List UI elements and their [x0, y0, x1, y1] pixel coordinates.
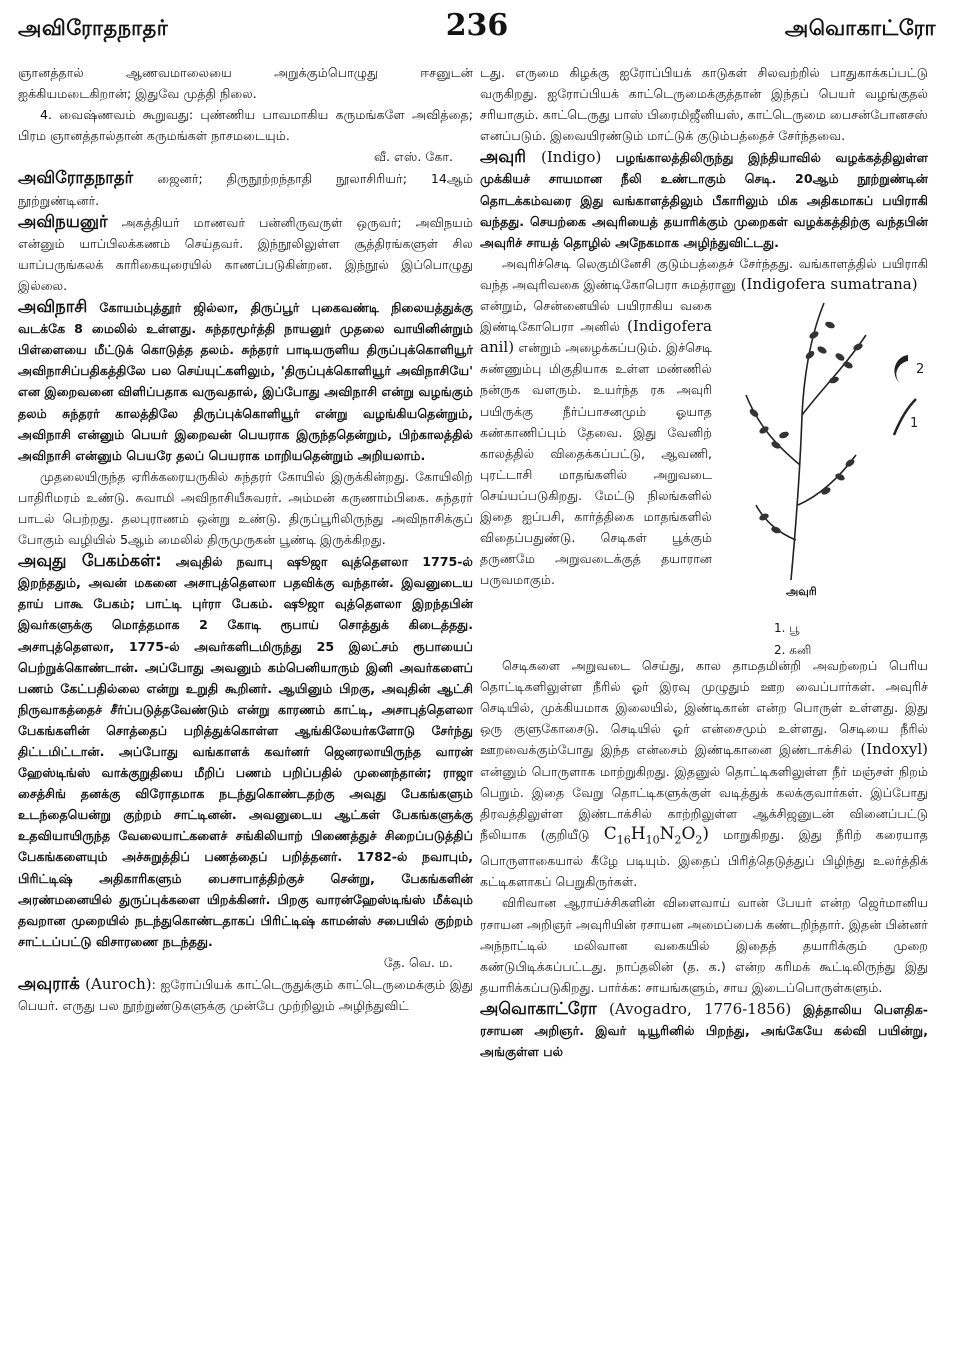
author-signature	[18, 146, 473, 167]
left-column	[18, 62, 473, 1016]
indigo-chemical-formula: $C_{16}H_{10}N_2O_2$)	[603, 823, 710, 847]
right-column	[480, 62, 928, 1062]
legend-item-flower: 1. பூ	[774, 621, 800, 636]
running-head-left: அவிரோதநாதர்	[18, 16, 169, 40]
entry-body: அவுதில் நவாபு ஷூஜா வுத்தௌலா 1775-ல் இறந்ததும், அவன் மகனை அசாபுத்தௌலா பதவிக்கு வந்தான். இவனுடைய தாய் பாகூ பேகம்; பாட்டி புர்ரா பேகம். ஷூஜா வுத்தௌலா இறந்தபின் இவர்களுக்கு மொத்தமாக 2 கோடி ரூபாய் சொத்துக் கிடைத்தது. அசாபுத்தௌலா, 1775-ல் அவர்களிடமிருந்து 25 இலட்சம் ரூபாயைப் பெற்றுக்கொண்டான். அப்போது அவனும் கம்பெனியாரும் இனி அவர்களைப் பணம் கேட்பதில்லை என்று உறுதி கூறினர். ஆயினும் பிறகு, அவுதின் ஆட்சி நிருவாகத்தைச் சீர்ப்படுத்தவேண்டும் என்று காரணம் காட்டி, அசாபுத்தௌலா பேகங்களின் சொத்தைப் பறித்துக்கொள்ள ஆங்கிலேயர்களோடு சேர்ந்து திட்டமிட்டான். அப்போது வங்காளக் கவர்னர் ஜெனரலாயிருந்த வாரன் ஹேஸ்டிங்ஸ் வாக்குறுதியை மீறிப் பணம் பறிப்பதில் முனைந்தான்; ராஜா சைத்சிங் தனக்கு விரோதமாக நடந்துகொண்டதற்கு அவுது பேகங்களும் உடந்தையென்று குற்றம் சாட்டினன். அவனுடைய ஆட்கள் பேகங்களுக்கு உதவியாயிருந்த வேலையாட்களைச் சங்கிலியாற் பிணைத்துச் சிறைப்படுத்திப் பேகங்களையும் அச்சுறுத்திப் பணத்தைப் பறித்தனர். 1782-ல் நவாபும், பிரிட்டிஷ் அதிகாரிகளும் பைசாபாத்திற்குச் சென்று, பேகங்களின் அரண்மனையில் துருப்புக்களை யிறக்கினர். பிறகு வாரன்ஹேஸ்டிங்ஸ் மீக்வும் தவறான முறையில் நடந்துகொண்டதாகப் பிரிட்டிஷ் காமன்ஸ் சபையில் குற்றம் சாட்டப்பட்டு விசாரணை நடந்தது.	[18, 554, 473, 949]
text-run: என்றும் அழைக்கப்படும். இச்செடி சுண்ணும்பு மிகுதியாக உள்ள மண்ணில் நன்ருக வளரும். உயர்ந்த ரக அவுரி பயிருக்கு நீர்ப்பாசனமும் ஓயாத கண்காணிப்பும் தேவை. இது வேனிற் காலத்தில் விதைக்கப்பட்டு, ஆவணி, புரட்டாசி மாதங்களில் அறுவடை செய்யப்படுகிறது. மேட்டு நிலங்களில் இதை ஐப்பசி, கார்த்திகை மாதங்களில் விதைப்பதுண்டு. செடிகள் பூக்கும் தருணமே அறுவடைக்குத் தயாரான பருவமாகும்.	[480, 340, 712, 588]
entry-body: இத்தாலிய பௌதிக-ரசாயன அறிஞர். இவர் டியூரினில் பிறந்து, அங்கேயே கல்வி பயின்று, அங்குள்ள பல்	[480, 1001, 928, 1060]
vaishnavism-paragraph: 4. வைஷ்ணவம் கூறுவது: புண்ணிய பாவமாகிய கருமங்களே அவித்தை; பிரம ஞானத்தால்தான் கருமங்கள் நாசமடையும்.	[18, 107, 473, 144]
latin-name: (Indigofera anil)	[480, 317, 712, 357]
auroch-continuation: டது. எருமை கிழக்கு ஐரோப்பியக் காடுகள் சிலவற்றில் பாதுகாக்கப்பட்டு வருகிறது. ஐரோப்பியக் காட்டெருமைக்குத்தான் இந்தப் பெயர் வழங்குதல் சரியாகும். காட்டெருது பாஸ் பிரைமிஜீனியஸ், காட்டெருமை பைசன்போனசஸ் எனப்படும். இவையிரண்டும் மாட்டுக் குடும்பத்தைச் சேர்ந்தவை.	[480, 65, 928, 144]
indigo-paragraph-4: விரிவான ஆராய்ச்சிகளின் விளைவாய் வான் பேயர் என்ற ஜெர்மானிய ரசாயன அறிஞர் அவுரியின் ரசாயன அமைப்பைக் கண்டறிந்தார். இதன் பின்னர் அந்நாட்டில் மலிவான வகையில் இதைத் தயாரிக்கும் முறை கண்டுபிடிக்கப்பட்டது. நாப்தலின் (த. க.) என்ற கரிமக் கூட்டிலிருந்து இது தயாரிக்கப்படுகிறது. பார்க்க: சாயங்களும், சாய இடைப்பொருள்களும்.	[480, 895, 928, 995]
text-run: என்னும் பொருளாக மாற்றுகிறது. இதனுல் தொட்டிகளிலுள்ள நீர் மஞ்சள் நிறம் பெறும். இதை வேறு தொட்டிகளுக்குள் வடித்துக் கலக்குவார்கள். இப்போது திரவத்திலுள்ள இண்டாக்சில் காற்றிலுள்ள ஆக்சிஜனுடன் வினைப்பட்டு நீலியாக (குறியீடு	[480, 763, 928, 842]
entry-avinasi-paragraph-2: முதலையிருந்த ஏரிக்கரையருகில் சுந்தரர் கோயில் இருக்கின்றது. கோயிலிற் பாதிரிமரம் உண்டு. சுவாமி அவிநாசியீசுவரர். அம்மன் கருணாம்பிகை. சுந்தரர் பாடல் பெற்றது. தலபுராணம் ஒன்று உண்டு. திருப்பூரிலிருந்து அவிநாசிக்குப் போகும் வழியில் 5ஆம் மைலில் திருமுருகன் பூண்டி இருக்கிறது.	[18, 468, 473, 548]
figure-label-1: 1	[910, 416, 919, 432]
entry-headword: அவொகாட்ரோ	[480, 998, 597, 1018]
entry-auroch	[18, 973, 473, 1016]
page-number: 236	[445, 8, 509, 43]
author-signature	[18, 952, 473, 973]
entry-indigo	[480, 146, 928, 252]
entry-avinasi	[18, 296, 473, 466]
figure-label-2: 2	[916, 362, 925, 378]
entry-latin-name: (Avogadro, 1776-1856)	[596, 999, 792, 1018]
legend-item-fruit: 2. கனி	[774, 643, 812, 658]
text-run: செடிகளை அறுவடை செய்து, கால தாமதமின்றி அவற்றைப் பெரிய தொட்டிகளிலுள்ள நீரில் ஓர் இரவு முழுதும் ஊற வைப்பார்கள். அவுரிச் செடியில், முக்கியமாக இலையில், இண்டிகான் என்ற பொருள் உள்ளது. இது ஒரு குளுகோசைடு. செடியில் ஓர் என்சைமும் உள்ளது. செடியை நீரில் ஊறவைக்கும்போது இந்த என்சைம் இண்டிகானை இண்டாக்சில்	[480, 658, 928, 758]
signature-text: தே. வெ. ம.	[383, 954, 453, 970]
indigo-paragraph-2-lead	[480, 253, 928, 295]
fruit-pod-shape	[894, 355, 908, 383]
entry-headword: அவிநாசி	[18, 297, 88, 317]
entry-body: அகத்தியர் மாணவர் பன்னிருவருள் ஒருவர்; அவிநயம் என்னும் யாப்பிலக்கணம் செய்தவர். இந்நூலிலுள்ள சூத்திரங்களுள் சில யாப்பருங்கலக் காரிகையுரையில் காணப்படுகின்றன. இந்நூல் இப்பொழுது இல்லை.	[18, 214, 473, 293]
running-head	[18, 8, 936, 48]
entry-body: ஜைனர்; திருநூற்றந்தாதி நூலாசிரியர்; 14ஆம் நூற்றுண்டினர்.	[18, 171, 473, 208]
indigo-paragraph-2-wrapped	[480, 295, 712, 590]
text-with-figure	[480, 295, 928, 658]
latin-name: (Indoxyl)	[852, 740, 928, 759]
entry-body: கோயம்புத்தூர் ஜில்லா, திருப்பூர் புகைவண்டி நிலையத்துக்கு வடக்கே 8 மைலில் உள்ளது. சுந்தரமூர்த்தி நாயனுர் முதலை வாயினின்றும் பிள்ளையை மீட்டுக் கொடுத்த தலம். சுந்தரர் பாடியருளிய திருப்புக்கொளியூர் அவிநாசிப்பதிகத்திலே பல செய்யுட்களிலும், 'திருப்புக்கொளியூர் அவிநாசியே' என இறைவனை விளிப்பதாக வருவதால், இப்போது அவிநாசி என்று வழங்கும் தலம் சுந்தரர் காலத்திலே திருப்புக்கொளியூர் என்று வழங்கியதென்றும், அவிநாசி என்னும் பெயர் இறைவன் பெயராக இருந்ததென்றும், பிற்காலத்தில் அவிநாசி என்னும் பெயரே தலப் பெயராக மாறியதென்றும் அறியலாம்.	[18, 300, 473, 463]
entry-headword: அவிரோதநாதர்	[18, 168, 134, 188]
entry-avadh-begums	[18, 550, 473, 952]
entry-avinayanar	[18, 211, 473, 296]
entry-avirodhanathar	[18, 167, 473, 210]
entry-avogadro	[480, 998, 928, 1062]
text-run: மாறுகிறது. இது நீரிற் கரையாத பொருளாகையால் கீழே படியும். இதைப் பிரித்தெடுத்துப் பிழிந்து உலர்த்திக் கட்டிகளாகப் பெறுகிருர்கள்.	[480, 826, 928, 890]
figure-legend	[774, 617, 811, 661]
entry-body: பழங்காலத்திலிருந்து இந்தியாவில் வழக்கத்திலுள்ள முக்கியச் சாயமான நீலி உண்டாகும் செடி. 20ஆம் நூற்றுண்டின் தொடக்கம்வரை இது வங்காளத்திலும் பீகாரிலும் மிக அதிகமாகப் பயிராகி வந்தது. செயற்கை அவுரியைத் தயாரிக்கும் முறைகள் வழக்கத்திற்கு வந்தபின் அவுரிச் சாயத் தொழில் அநேகமாக அழிந்துவிட்டது.	[480, 150, 928, 250]
plant-stem	[791, 303, 824, 580]
entry-headword: அவிநயனுர்	[18, 211, 108, 231]
latin-name: (Indigofera sumatrana)	[735, 274, 918, 293]
running-head-right: அவொகாட்ரோ	[784, 16, 936, 40]
signature-text: வீ. எஸ். கோ.	[374, 149, 453, 165]
text-run: அவுரிச்செடி லெகுமினேசி குடும்பத்தைச் சேர்ந்தது. வங்காளத்தில் பயிராகி வந்த அவுரிவகை இண்டிகோபெரா சுமத்ரானு	[480, 255, 928, 292]
entry-headword: அவுராக்	[18, 974, 80, 994]
entry-headword: அவுது பேகம்கள்:	[18, 551, 162, 571]
entry-latin-name: (Indigo)	[526, 148, 602, 167]
indigo-paragraph-3	[480, 655, 928, 892]
entry-latin-name: (Auroch)	[79, 975, 152, 994]
entry-headword: அவுரி	[480, 147, 527, 167]
indigo-plant-figure	[712, 295, 928, 658]
text-run: என்றும், சென்னையில் பயிராகிய வகை இண்டிகோபெரா அனில்	[480, 298, 712, 335]
continuation-paragraph: ஞானத்தால் ஆணவமாலையை அறுக்கும்பொழுது ஈசனுடன் ஐக்கியமடைகிறான்; இதுவே முத்தி நிலை.	[18, 65, 473, 102]
entry-body: : ஐரோப்பியக் காட்டெருதுக்கும் காட்டெருமைக்கும் இது பெயர். எருது பல நூற்றுண்டுகளுக்கு முன்பே முற்றிலும் அழிந்துவிட்	[18, 977, 473, 1014]
figure-caption: அவுரி	[786, 585, 817, 599]
indigo-plant-illustration	[716, 295, 926, 585]
